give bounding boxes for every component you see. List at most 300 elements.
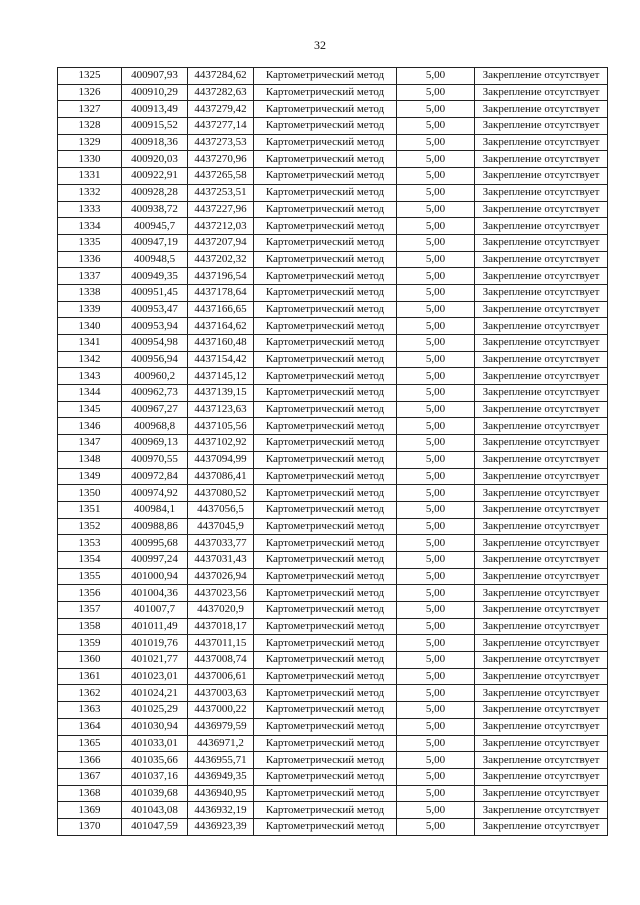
y-coordinate-cell: 4437023,56 bbox=[188, 585, 254, 602]
fixing-cell: Закрепление отсутствует bbox=[475, 284, 608, 301]
point-number-cell: 1331 bbox=[58, 168, 122, 185]
accuracy-cell: 5,00 bbox=[397, 268, 475, 285]
accuracy-cell: 5,00 bbox=[397, 702, 475, 719]
y-coordinate-cell: 4437265,58 bbox=[188, 168, 254, 185]
method-cell: Картометрический метод bbox=[254, 702, 397, 719]
x-coordinate-cell: 400953,47 bbox=[122, 301, 188, 318]
point-number-cell: 1338 bbox=[58, 284, 122, 301]
method-cell: Картометрический метод bbox=[254, 318, 397, 335]
accuracy-cell: 5,00 bbox=[397, 518, 475, 535]
x-coordinate-cell: 401025,29 bbox=[122, 702, 188, 719]
y-coordinate-cell: 4437000,22 bbox=[188, 702, 254, 719]
x-coordinate-cell: 400945,7 bbox=[122, 218, 188, 235]
table-row bbox=[58, 485, 608, 502]
table-row bbox=[58, 802, 608, 819]
table-row bbox=[58, 184, 608, 201]
table-row bbox=[58, 652, 608, 669]
y-coordinate-cell: 4437045,9 bbox=[188, 518, 254, 535]
fixing-cell: Закрепление отсутствует bbox=[475, 768, 608, 785]
y-coordinate-cell: 4437033,77 bbox=[188, 535, 254, 552]
y-coordinate-cell: 4437094,99 bbox=[188, 451, 254, 468]
method-cell: Картометрический метод bbox=[254, 351, 397, 368]
x-coordinate-cell: 400948,5 bbox=[122, 251, 188, 268]
method-cell: Картометрический метод bbox=[254, 585, 397, 602]
point-number-cell: 1339 bbox=[58, 301, 122, 318]
table-row bbox=[58, 318, 608, 335]
y-coordinate-cell: 4436923,39 bbox=[188, 818, 254, 835]
table-row bbox=[58, 84, 608, 101]
point-number-cell: 1333 bbox=[58, 201, 122, 218]
point-number-cell: 1365 bbox=[58, 735, 122, 752]
accuracy-cell: 5,00 bbox=[397, 101, 475, 118]
point-number-cell: 1350 bbox=[58, 485, 122, 502]
accuracy-cell: 5,00 bbox=[397, 685, 475, 702]
y-coordinate-cell: 4437227,96 bbox=[188, 201, 254, 218]
fixing-cell: Закрепление отсутствует bbox=[475, 668, 608, 685]
y-coordinate-cell: 4437160,48 bbox=[188, 335, 254, 352]
accuracy-cell: 5,00 bbox=[397, 551, 475, 568]
method-cell: Картометрический метод bbox=[254, 68, 397, 85]
method-cell: Картометрический метод bbox=[254, 118, 397, 135]
table-row bbox=[58, 668, 608, 685]
point-number-cell: 1360 bbox=[58, 652, 122, 669]
x-coordinate-cell: 400970,55 bbox=[122, 451, 188, 468]
x-coordinate-cell: 400951,45 bbox=[122, 284, 188, 301]
method-cell: Картометрический метод bbox=[254, 768, 397, 785]
point-number-cell: 1362 bbox=[58, 685, 122, 702]
accuracy-cell: 5,00 bbox=[397, 785, 475, 802]
table-row bbox=[58, 134, 608, 151]
x-coordinate-cell: 400967,27 bbox=[122, 401, 188, 418]
y-coordinate-cell: 4437011,15 bbox=[188, 635, 254, 652]
accuracy-cell: 5,00 bbox=[397, 668, 475, 685]
table-row bbox=[58, 218, 608, 235]
accuracy-cell: 5,00 bbox=[397, 418, 475, 435]
x-coordinate-cell: 400969,13 bbox=[122, 435, 188, 452]
x-coordinate-cell: 401019,76 bbox=[122, 635, 188, 652]
method-cell: Картометрический метод bbox=[254, 268, 397, 285]
accuracy-cell: 5,00 bbox=[397, 468, 475, 485]
method-cell: Картометрический метод bbox=[254, 401, 397, 418]
accuracy-cell: 5,00 bbox=[397, 568, 475, 585]
method-cell: Картометрический метод bbox=[254, 418, 397, 435]
fixing-cell: Закрепление отсутствует bbox=[475, 418, 608, 435]
fixing-cell: Закрепление отсутствует bbox=[475, 551, 608, 568]
method-cell: Картометрический метод bbox=[254, 335, 397, 352]
accuracy-cell: 5,00 bbox=[397, 134, 475, 151]
method-cell: Картометрический метод bbox=[254, 668, 397, 685]
point-number-cell: 1364 bbox=[58, 718, 122, 735]
fixing-cell: Закрепление отсутствует bbox=[475, 385, 608, 402]
accuracy-cell: 5,00 bbox=[397, 585, 475, 602]
accuracy-cell: 5,00 bbox=[397, 635, 475, 652]
table-row bbox=[58, 635, 608, 652]
x-coordinate-cell: 401043,08 bbox=[122, 802, 188, 819]
accuracy-cell: 5,00 bbox=[397, 401, 475, 418]
method-cell: Картометрический метод bbox=[254, 501, 397, 518]
fixing-cell: Закрепление отсутствует bbox=[475, 585, 608, 602]
accuracy-cell: 5,00 bbox=[397, 284, 475, 301]
point-number-cell: 1346 bbox=[58, 418, 122, 435]
point-number-cell: 1353 bbox=[58, 535, 122, 552]
point-number-cell: 1356 bbox=[58, 585, 122, 602]
fixing-cell: Закрепление отсутствует bbox=[475, 652, 608, 669]
fixing-cell: Закрепление отсутствует bbox=[475, 785, 608, 802]
point-number-cell: 1368 bbox=[58, 785, 122, 802]
accuracy-cell: 5,00 bbox=[397, 218, 475, 235]
x-coordinate-cell: 401024,21 bbox=[122, 685, 188, 702]
point-number-cell: 1367 bbox=[58, 768, 122, 785]
y-coordinate-cell: 4437273,53 bbox=[188, 134, 254, 151]
x-coordinate-cell: 400913,49 bbox=[122, 101, 188, 118]
table-row bbox=[58, 201, 608, 218]
point-number-cell: 1325 bbox=[58, 68, 122, 85]
method-cell: Картометрический метод bbox=[254, 818, 397, 835]
y-coordinate-cell: 4437102,92 bbox=[188, 435, 254, 452]
fixing-cell: Закрепление отсутствует bbox=[475, 101, 608, 118]
point-number-cell: 1357 bbox=[58, 602, 122, 619]
fixing-cell: Закрепление отсутствует bbox=[475, 401, 608, 418]
x-coordinate-cell: 400947,19 bbox=[122, 234, 188, 251]
method-cell: Картометрический метод bbox=[254, 718, 397, 735]
x-coordinate-cell: 401047,59 bbox=[122, 818, 188, 835]
fixing-cell: Закрепление отсутствует bbox=[475, 134, 608, 151]
accuracy-cell: 5,00 bbox=[397, 718, 475, 735]
x-coordinate-cell: 400949,35 bbox=[122, 268, 188, 285]
method-cell: Картометрический метод bbox=[254, 151, 397, 168]
fixing-cell: Закрепление отсутствует bbox=[475, 685, 608, 702]
accuracy-cell: 5,00 bbox=[397, 335, 475, 352]
point-number-cell: 1351 bbox=[58, 501, 122, 518]
method-cell: Картометрический метод bbox=[254, 802, 397, 819]
x-coordinate-cell: 400907,93 bbox=[122, 68, 188, 85]
point-number-cell: 1370 bbox=[58, 818, 122, 835]
x-coordinate-cell: 401037,16 bbox=[122, 768, 188, 785]
y-coordinate-cell: 4437008,74 bbox=[188, 652, 254, 669]
accuracy-cell: 5,00 bbox=[397, 168, 475, 185]
table-row bbox=[58, 418, 608, 435]
table-row bbox=[58, 585, 608, 602]
x-coordinate-cell: 400974,92 bbox=[122, 485, 188, 502]
fixing-cell: Закрепление отсутствует bbox=[475, 184, 608, 201]
y-coordinate-cell: 4437139,15 bbox=[188, 385, 254, 402]
method-cell: Картометрический метод bbox=[254, 568, 397, 585]
table-row bbox=[58, 535, 608, 552]
y-coordinate-cell: 4437282,63 bbox=[188, 84, 254, 101]
method-cell: Картометрический метод bbox=[254, 735, 397, 752]
table-row bbox=[58, 351, 608, 368]
method-cell: Картометрический метод bbox=[254, 485, 397, 502]
accuracy-cell: 5,00 bbox=[397, 234, 475, 251]
x-coordinate-cell: 401004,36 bbox=[122, 585, 188, 602]
point-number-cell: 1330 bbox=[58, 151, 122, 168]
fixing-cell: Закрепление отсутствует bbox=[475, 735, 608, 752]
x-coordinate-cell: 400988,86 bbox=[122, 518, 188, 535]
accuracy-cell: 5,00 bbox=[397, 251, 475, 268]
y-coordinate-cell: 4437178,64 bbox=[188, 284, 254, 301]
method-cell: Картометрический метод bbox=[254, 184, 397, 201]
point-number-cell: 1345 bbox=[58, 401, 122, 418]
x-coordinate-cell: 401035,66 bbox=[122, 752, 188, 769]
fixing-cell: Закрепление отсутствует bbox=[475, 218, 608, 235]
accuracy-cell: 5,00 bbox=[397, 652, 475, 669]
y-coordinate-cell: 4437026,94 bbox=[188, 568, 254, 585]
y-coordinate-cell: 4437207,94 bbox=[188, 234, 254, 251]
x-coordinate-cell: 401039,68 bbox=[122, 785, 188, 802]
method-cell: Картометрический метод bbox=[254, 168, 397, 185]
table-row bbox=[58, 335, 608, 352]
y-coordinate-cell: 4437284,62 bbox=[188, 68, 254, 85]
accuracy-cell: 5,00 bbox=[397, 301, 475, 318]
point-number-cell: 1326 bbox=[58, 84, 122, 101]
method-cell: Картометрический метод bbox=[254, 451, 397, 468]
x-coordinate-cell: 400920,03 bbox=[122, 151, 188, 168]
point-number-cell: 1335 bbox=[58, 234, 122, 251]
method-cell: Картометрический метод bbox=[254, 251, 397, 268]
table-row bbox=[58, 685, 608, 702]
table-row bbox=[58, 385, 608, 402]
point-number-cell: 1347 bbox=[58, 435, 122, 452]
y-coordinate-cell: 4437080,52 bbox=[188, 485, 254, 502]
x-coordinate-cell: 401011,49 bbox=[122, 618, 188, 635]
fixing-cell: Закрепление отсутствует bbox=[475, 635, 608, 652]
accuracy-cell: 5,00 bbox=[397, 451, 475, 468]
x-coordinate-cell: 400984,1 bbox=[122, 501, 188, 518]
fixing-cell: Закрепление отсутствует bbox=[475, 318, 608, 335]
table-row bbox=[58, 551, 608, 568]
method-cell: Картометрический метод bbox=[254, 602, 397, 619]
fixing-cell: Закрепление отсутствует bbox=[475, 301, 608, 318]
accuracy-cell: 5,00 bbox=[397, 84, 475, 101]
point-number-cell: 1355 bbox=[58, 568, 122, 585]
accuracy-cell: 5,00 bbox=[397, 201, 475, 218]
method-cell: Картометрический метод bbox=[254, 468, 397, 485]
point-number-cell: 1336 bbox=[58, 251, 122, 268]
table-row bbox=[58, 785, 608, 802]
y-coordinate-cell: 4437123,63 bbox=[188, 401, 254, 418]
table-row bbox=[58, 68, 608, 85]
fixing-cell: Закрепление отсутствует bbox=[475, 802, 608, 819]
x-coordinate-cell: 400915,52 bbox=[122, 118, 188, 135]
method-cell: Картометрический метод bbox=[254, 368, 397, 385]
table-row bbox=[58, 368, 608, 385]
method-cell: Картометрический метод bbox=[254, 535, 397, 552]
y-coordinate-cell: 4436940,95 bbox=[188, 785, 254, 802]
x-coordinate-cell: 400972,84 bbox=[122, 468, 188, 485]
point-number-cell: 1366 bbox=[58, 752, 122, 769]
point-number-cell: 1340 bbox=[58, 318, 122, 335]
point-number-cell: 1352 bbox=[58, 518, 122, 535]
point-number-cell: 1369 bbox=[58, 802, 122, 819]
point-number-cell: 1328 bbox=[58, 118, 122, 135]
point-number-cell: 1363 bbox=[58, 702, 122, 719]
table-row bbox=[58, 718, 608, 735]
accuracy-cell: 5,00 bbox=[397, 368, 475, 385]
table-row bbox=[58, 702, 608, 719]
x-coordinate-cell: 401021,77 bbox=[122, 652, 188, 669]
table-row bbox=[58, 251, 608, 268]
fixing-cell: Закрепление отсутствует bbox=[475, 818, 608, 835]
y-coordinate-cell: 4437212,03 bbox=[188, 218, 254, 235]
table-row bbox=[58, 818, 608, 835]
fixing-cell: Закрепление отсутствует bbox=[475, 251, 608, 268]
accuracy-cell: 5,00 bbox=[397, 68, 475, 85]
fixing-cell: Закрепление отсутствует bbox=[475, 618, 608, 635]
y-coordinate-cell: 4436971,2 bbox=[188, 735, 254, 752]
x-coordinate-cell: 400956,94 bbox=[122, 351, 188, 368]
fixing-cell: Закрепление отсутствует bbox=[475, 268, 608, 285]
table-row bbox=[58, 234, 608, 251]
point-number-cell: 1327 bbox=[58, 101, 122, 118]
point-number-cell: 1344 bbox=[58, 385, 122, 402]
table-row bbox=[58, 735, 608, 752]
y-coordinate-cell: 4437056,5 bbox=[188, 501, 254, 518]
table-row bbox=[58, 284, 608, 301]
y-coordinate-cell: 4437277,14 bbox=[188, 118, 254, 135]
table-row bbox=[58, 268, 608, 285]
accuracy-cell: 5,00 bbox=[397, 151, 475, 168]
fixing-cell: Закрепление отсутствует bbox=[475, 68, 608, 85]
table-row bbox=[58, 101, 608, 118]
fixing-cell: Закрепление отсутствует bbox=[475, 535, 608, 552]
y-coordinate-cell: 4437105,56 bbox=[188, 418, 254, 435]
fixing-cell: Закрепление отсутствует bbox=[475, 351, 608, 368]
fixing-cell: Закрепление отсутствует bbox=[475, 468, 608, 485]
accuracy-cell: 5,00 bbox=[397, 501, 475, 518]
fixing-cell: Закрепление отсутствует bbox=[475, 568, 608, 585]
x-coordinate-cell: 400922,91 bbox=[122, 168, 188, 185]
method-cell: Картометрический метод bbox=[254, 752, 397, 769]
accuracy-cell: 5,00 bbox=[397, 184, 475, 201]
x-coordinate-cell: 401023,01 bbox=[122, 668, 188, 685]
method-cell: Картометрический метод bbox=[254, 385, 397, 402]
accuracy-cell: 5,00 bbox=[397, 752, 475, 769]
table-row bbox=[58, 568, 608, 585]
point-number-cell: 1348 bbox=[58, 451, 122, 468]
fixing-cell: Закрепление отсутствует bbox=[475, 702, 608, 719]
point-number-cell: 1342 bbox=[58, 351, 122, 368]
y-coordinate-cell: 4437279,42 bbox=[188, 101, 254, 118]
table-row bbox=[58, 451, 608, 468]
fixing-cell: Закрепление отсутствует bbox=[475, 168, 608, 185]
method-cell: Картометрический метод bbox=[254, 301, 397, 318]
x-coordinate-cell: 400910,29 bbox=[122, 84, 188, 101]
fixing-cell: Закрепление отсутствует bbox=[475, 501, 608, 518]
x-coordinate-cell: 401033,01 bbox=[122, 735, 188, 752]
x-coordinate-cell: 400954,98 bbox=[122, 335, 188, 352]
x-coordinate-cell: 401000,94 bbox=[122, 568, 188, 585]
x-coordinate-cell: 400938,72 bbox=[122, 201, 188, 218]
y-coordinate-cell: 4437270,96 bbox=[188, 151, 254, 168]
method-cell: Картометрический метод bbox=[254, 635, 397, 652]
y-coordinate-cell: 4436979,59 bbox=[188, 718, 254, 735]
table-row bbox=[58, 168, 608, 185]
fixing-cell: Закрепление отсутствует bbox=[475, 718, 608, 735]
y-coordinate-cell: 4437086,41 bbox=[188, 468, 254, 485]
x-coordinate-cell: 400997,24 bbox=[122, 551, 188, 568]
y-coordinate-cell: 4437253,51 bbox=[188, 184, 254, 201]
table-row bbox=[58, 468, 608, 485]
accuracy-cell: 5,00 bbox=[397, 485, 475, 502]
method-cell: Картометрический метод bbox=[254, 652, 397, 669]
table-row bbox=[58, 618, 608, 635]
accuracy-cell: 5,00 bbox=[397, 385, 475, 402]
accuracy-cell: 5,00 bbox=[397, 618, 475, 635]
y-coordinate-cell: 4436932,19 bbox=[188, 802, 254, 819]
coordinates-table bbox=[57, 67, 608, 836]
method-cell: Картометрический метод bbox=[254, 785, 397, 802]
y-coordinate-cell: 4437202,32 bbox=[188, 251, 254, 268]
fixing-cell: Закрепление отсутствует bbox=[475, 602, 608, 619]
point-number-cell: 1361 bbox=[58, 668, 122, 685]
method-cell: Картометрический метод bbox=[254, 518, 397, 535]
accuracy-cell: 5,00 bbox=[397, 351, 475, 368]
fixing-cell: Закрепление отсутствует bbox=[475, 485, 608, 502]
method-cell: Картометрический метод bbox=[254, 551, 397, 568]
table-body bbox=[58, 68, 608, 836]
method-cell: Картометрический метод bbox=[254, 284, 397, 301]
method-cell: Картометрический метод bbox=[254, 618, 397, 635]
table-row bbox=[58, 118, 608, 135]
accuracy-cell: 5,00 bbox=[397, 535, 475, 552]
accuracy-cell: 5,00 bbox=[397, 435, 475, 452]
x-coordinate-cell: 400995,68 bbox=[122, 535, 188, 552]
y-coordinate-cell: 4437154,42 bbox=[188, 351, 254, 368]
y-coordinate-cell: 4436955,71 bbox=[188, 752, 254, 769]
table-row bbox=[58, 602, 608, 619]
point-number-cell: 1354 bbox=[58, 551, 122, 568]
method-cell: Картометрический метод bbox=[254, 134, 397, 151]
table-row bbox=[58, 151, 608, 168]
table-row bbox=[58, 501, 608, 518]
x-coordinate-cell: 401030,94 bbox=[122, 718, 188, 735]
table-row bbox=[58, 435, 608, 452]
y-coordinate-cell: 4437031,43 bbox=[188, 551, 254, 568]
fixing-cell: Закрепление отсутствует bbox=[475, 368, 608, 385]
y-coordinate-cell: 4437166,65 bbox=[188, 301, 254, 318]
method-cell: Картометрический метод bbox=[254, 101, 397, 118]
method-cell: Картометрический метод bbox=[254, 234, 397, 251]
accuracy-cell: 5,00 bbox=[397, 802, 475, 819]
x-coordinate-cell: 401007,7 bbox=[122, 602, 188, 619]
fixing-cell: Закрепление отсутствует bbox=[475, 201, 608, 218]
point-number-cell: 1349 bbox=[58, 468, 122, 485]
table-row bbox=[58, 401, 608, 418]
y-coordinate-cell: 4437145,12 bbox=[188, 368, 254, 385]
accuracy-cell: 5,00 bbox=[397, 318, 475, 335]
fixing-cell: Закрепление отсутствует bbox=[475, 84, 608, 101]
table-row bbox=[58, 518, 608, 535]
y-coordinate-cell: 4437196,54 bbox=[188, 268, 254, 285]
fixing-cell: Закрепление отсутствует bbox=[475, 518, 608, 535]
point-number-cell: 1358 bbox=[58, 618, 122, 635]
x-coordinate-cell: 400968,8 bbox=[122, 418, 188, 435]
x-coordinate-cell: 400953,94 bbox=[122, 318, 188, 335]
fixing-cell: Закрепление отсутствует bbox=[475, 335, 608, 352]
accuracy-cell: 5,00 bbox=[397, 602, 475, 619]
x-coordinate-cell: 400962,73 bbox=[122, 385, 188, 402]
method-cell: Картометрический метод bbox=[254, 201, 397, 218]
point-number-cell: 1329 bbox=[58, 134, 122, 151]
fixing-cell: Закрепление отсутствует bbox=[475, 435, 608, 452]
y-coordinate-cell: 4437003,63 bbox=[188, 685, 254, 702]
table-row bbox=[58, 752, 608, 769]
y-coordinate-cell: 4437006,61 bbox=[188, 668, 254, 685]
method-cell: Картометрический метод bbox=[254, 218, 397, 235]
fixing-cell: Закрепление отсутствует bbox=[475, 151, 608, 168]
y-coordinate-cell: 4437020,9 bbox=[188, 602, 254, 619]
point-number-cell: 1334 bbox=[58, 218, 122, 235]
